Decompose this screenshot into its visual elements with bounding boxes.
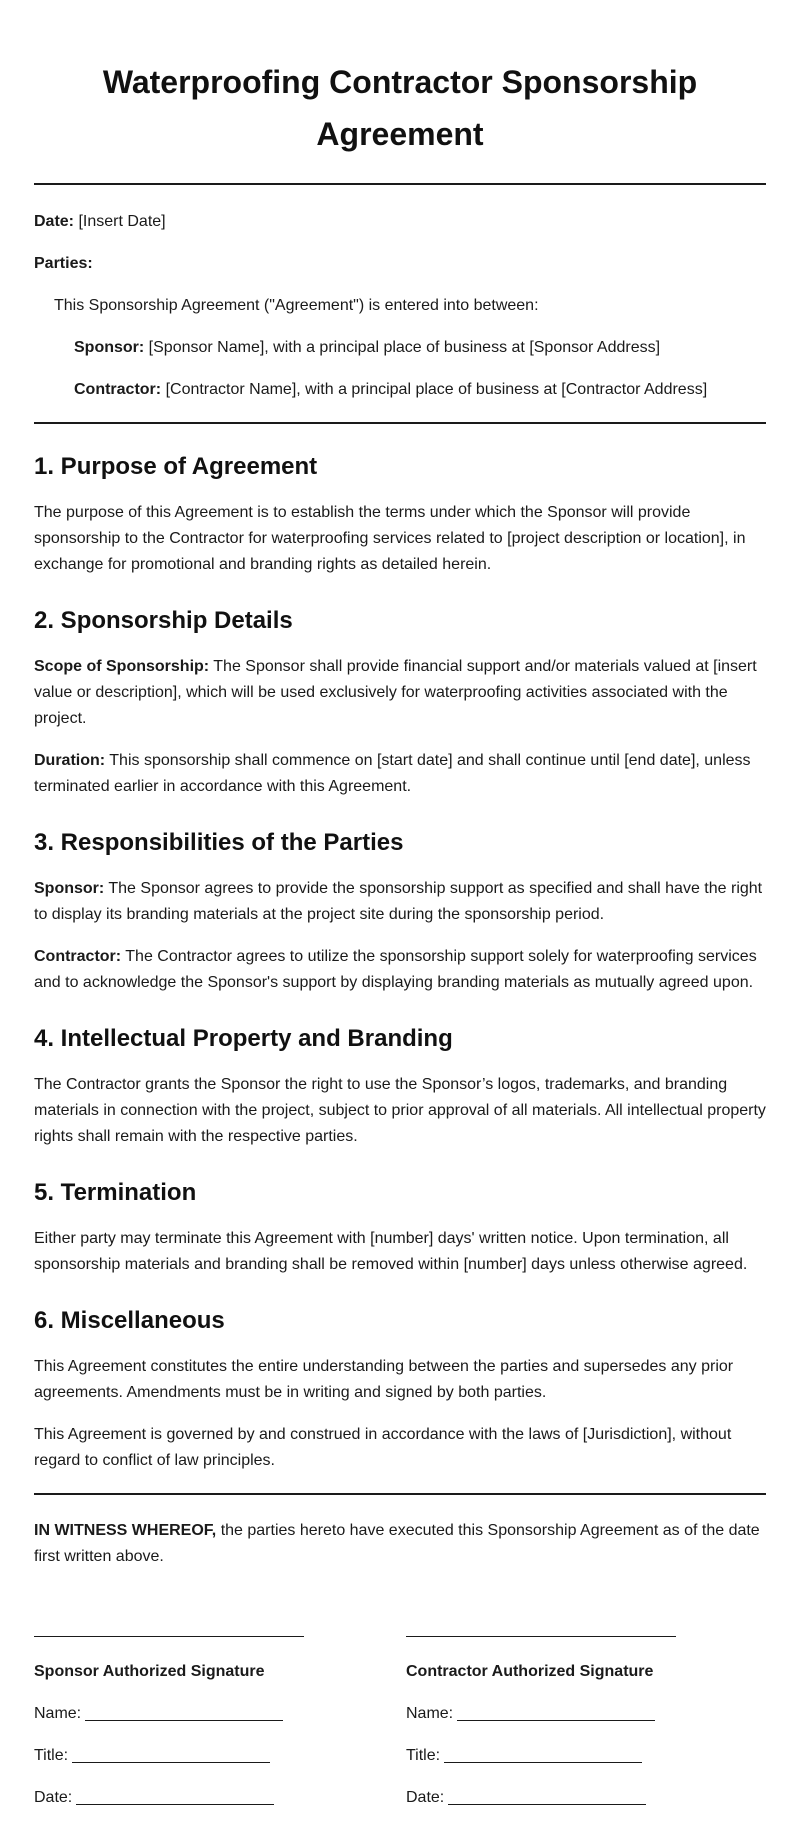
contractor-responsibility-text: The Contractor agrees to utilize the sponsorship support solely for waterproofing services and to acknowledge the Sponsor's support by displaying branding materials as mutually agreed upon. <box>34 948 757 991</box>
section-termination <box>34 1178 766 1278</box>
contractor-signature-column <box>406 1636 766 1827</box>
contractor-responsibility <box>34 944 766 996</box>
field-label: Title: <box>406 1747 441 1764</box>
sponsor-title-field <box>34 1743 394 1769</box>
contractor-party-text: [Contractor Name], with a principal place of business at [Contractor Address] <box>165 381 708 398</box>
contractor-signature-title: Contractor Authorized Signature <box>406 1663 654 1680</box>
title-blank[interactable] <box>444 1762 642 1763</box>
sponsor-party-label: Sponsor: <box>74 339 145 356</box>
section-text: Either party may terminate this Agreement with [number] days' written notice. Upon termination, all sponsorship materials and branding shall be removed within [number] days unless otherwise agreed. <box>34 1230 748 1273</box>
sponsor-party-text: [Sponsor Name], with a principal place of business at [Sponsor Address] <box>148 339 661 356</box>
parties-block <box>34 185 766 403</box>
field-label: Name: <box>34 1705 82 1722</box>
section-sponsorship-details <box>34 606 766 800</box>
section-text: The Contractor grants the Sponsor the right to use the Sponsor’s logos, trademarks, and branding materials in connection with the project, subject to prior approval of all materials. All intellectual property rights shall remain with the respective parties. <box>34 1076 766 1145</box>
date-value: [Insert Date] <box>78 213 166 230</box>
field-label: Date: <box>34 1789 73 1806</box>
duration-paragraph <box>34 748 766 800</box>
sponsor-responsibility <box>34 876 766 928</box>
contractor-party-label: Contractor: <box>74 381 162 398</box>
section-heading: 1. Purpose of Agreement <box>34 453 318 480</box>
date-blank[interactable] <box>76 1804 274 1805</box>
field-label: Title: <box>34 1747 69 1764</box>
contractor-signature-line[interactable] <box>406 1636 676 1637</box>
section-heading: 3. Responsibilities of the Parties <box>34 829 404 856</box>
title-blank[interactable] <box>72 1762 270 1763</box>
contractor-title-field <box>406 1743 766 1769</box>
section-text: This Agreement is governed by and construed in accordance with the laws of [Jurisdiction], without regard to conflict of law principles. <box>34 1426 732 1469</box>
contractor-party-line <box>34 377 766 403</box>
contractor-responsibility-label: Contractor: <box>34 948 122 965</box>
document-title: Waterproofing Contractor Sponsorship Agreement <box>102 64 698 152</box>
scope-paragraph <box>34 654 766 732</box>
witness-label: IN WITNESS WHEREOF, <box>34 1522 217 1539</box>
sponsor-signature-title: Sponsor Authorized Signature <box>34 1663 265 1680</box>
sponsor-party-line <box>34 335 766 361</box>
section-heading: 6. Miscellaneous <box>34 1307 225 1334</box>
date-label: Date: <box>34 213 75 230</box>
sponsor-signature-line[interactable] <box>34 1636 304 1637</box>
scope-label: Scope of Sponsorship: <box>34 658 210 675</box>
section-heading: 5. Termination <box>34 1179 197 1206</box>
name-blank[interactable] <box>85 1720 283 1721</box>
sections <box>34 424 766 1474</box>
sponsor-signature-column <box>34 1636 394 1827</box>
date-blank[interactable] <box>448 1804 646 1805</box>
contractor-name-field <box>406 1701 766 1727</box>
date-line <box>34 209 766 235</box>
contractor-date-field <box>406 1785 766 1811</box>
field-label: Name: <box>406 1705 454 1722</box>
sponsor-responsibility-label: Sponsor: <box>34 880 105 897</box>
signature-block <box>34 1636 766 1827</box>
section-miscellaneous <box>34 1306 766 1474</box>
sponsor-name-field <box>34 1701 394 1727</box>
witness-text: the parties hereto have executed this Sponsorship Agreement as of the date first written above. <box>34 1522 760 1565</box>
duration-text: This sponsorship shall commence on [start date] and shall continue until [end date], unless terminated earlier in accordance with this Agreement. <box>34 752 751 795</box>
section-text: The purpose of this Agreement is to establish the terms under which the Sponsor will provide sponsorship to the Contractor for waterproofing services related to [project description or location], in exchange for promotional and branding rights as detailed herein. <box>34 504 746 573</box>
section-responsibilities <box>34 828 766 996</box>
section-purpose <box>34 452 766 578</box>
section-heading: 4. Intellectual Property and Branding <box>34 1025 453 1052</box>
scope-text: The Sponsor shall provide financial support and/or materials valued at [insert value or description], which will be used exclusively for waterproofing activities associated with the project. <box>34 658 757 727</box>
sponsor-date-field <box>34 1785 394 1811</box>
sponsor-responsibility-text: The Sponsor agrees to provide the sponsorship support as specified and shall have the right to display its branding materials at the project site during the sponsorship period. <box>34 880 763 923</box>
parties-label: Parties: <box>34 255 93 272</box>
section-ip-branding <box>34 1024 766 1150</box>
intro-text: This Sponsorship Agreement ("Agreement") is entered into between: <box>54 297 539 314</box>
section-text: This Agreement constitutes the entire understanding between the parties and supersedes any prior agreements. Amendments must be in writing and signed by both parties. <box>34 1358 734 1401</box>
section-heading: 2. Sponsorship Details <box>34 607 293 634</box>
witness-paragraph <box>34 1518 766 1570</box>
witness-block <box>34 1495 766 1570</box>
duration-label: Duration: <box>34 752 106 769</box>
field-label: Date: <box>406 1789 445 1806</box>
name-blank[interactable] <box>457 1720 655 1721</box>
